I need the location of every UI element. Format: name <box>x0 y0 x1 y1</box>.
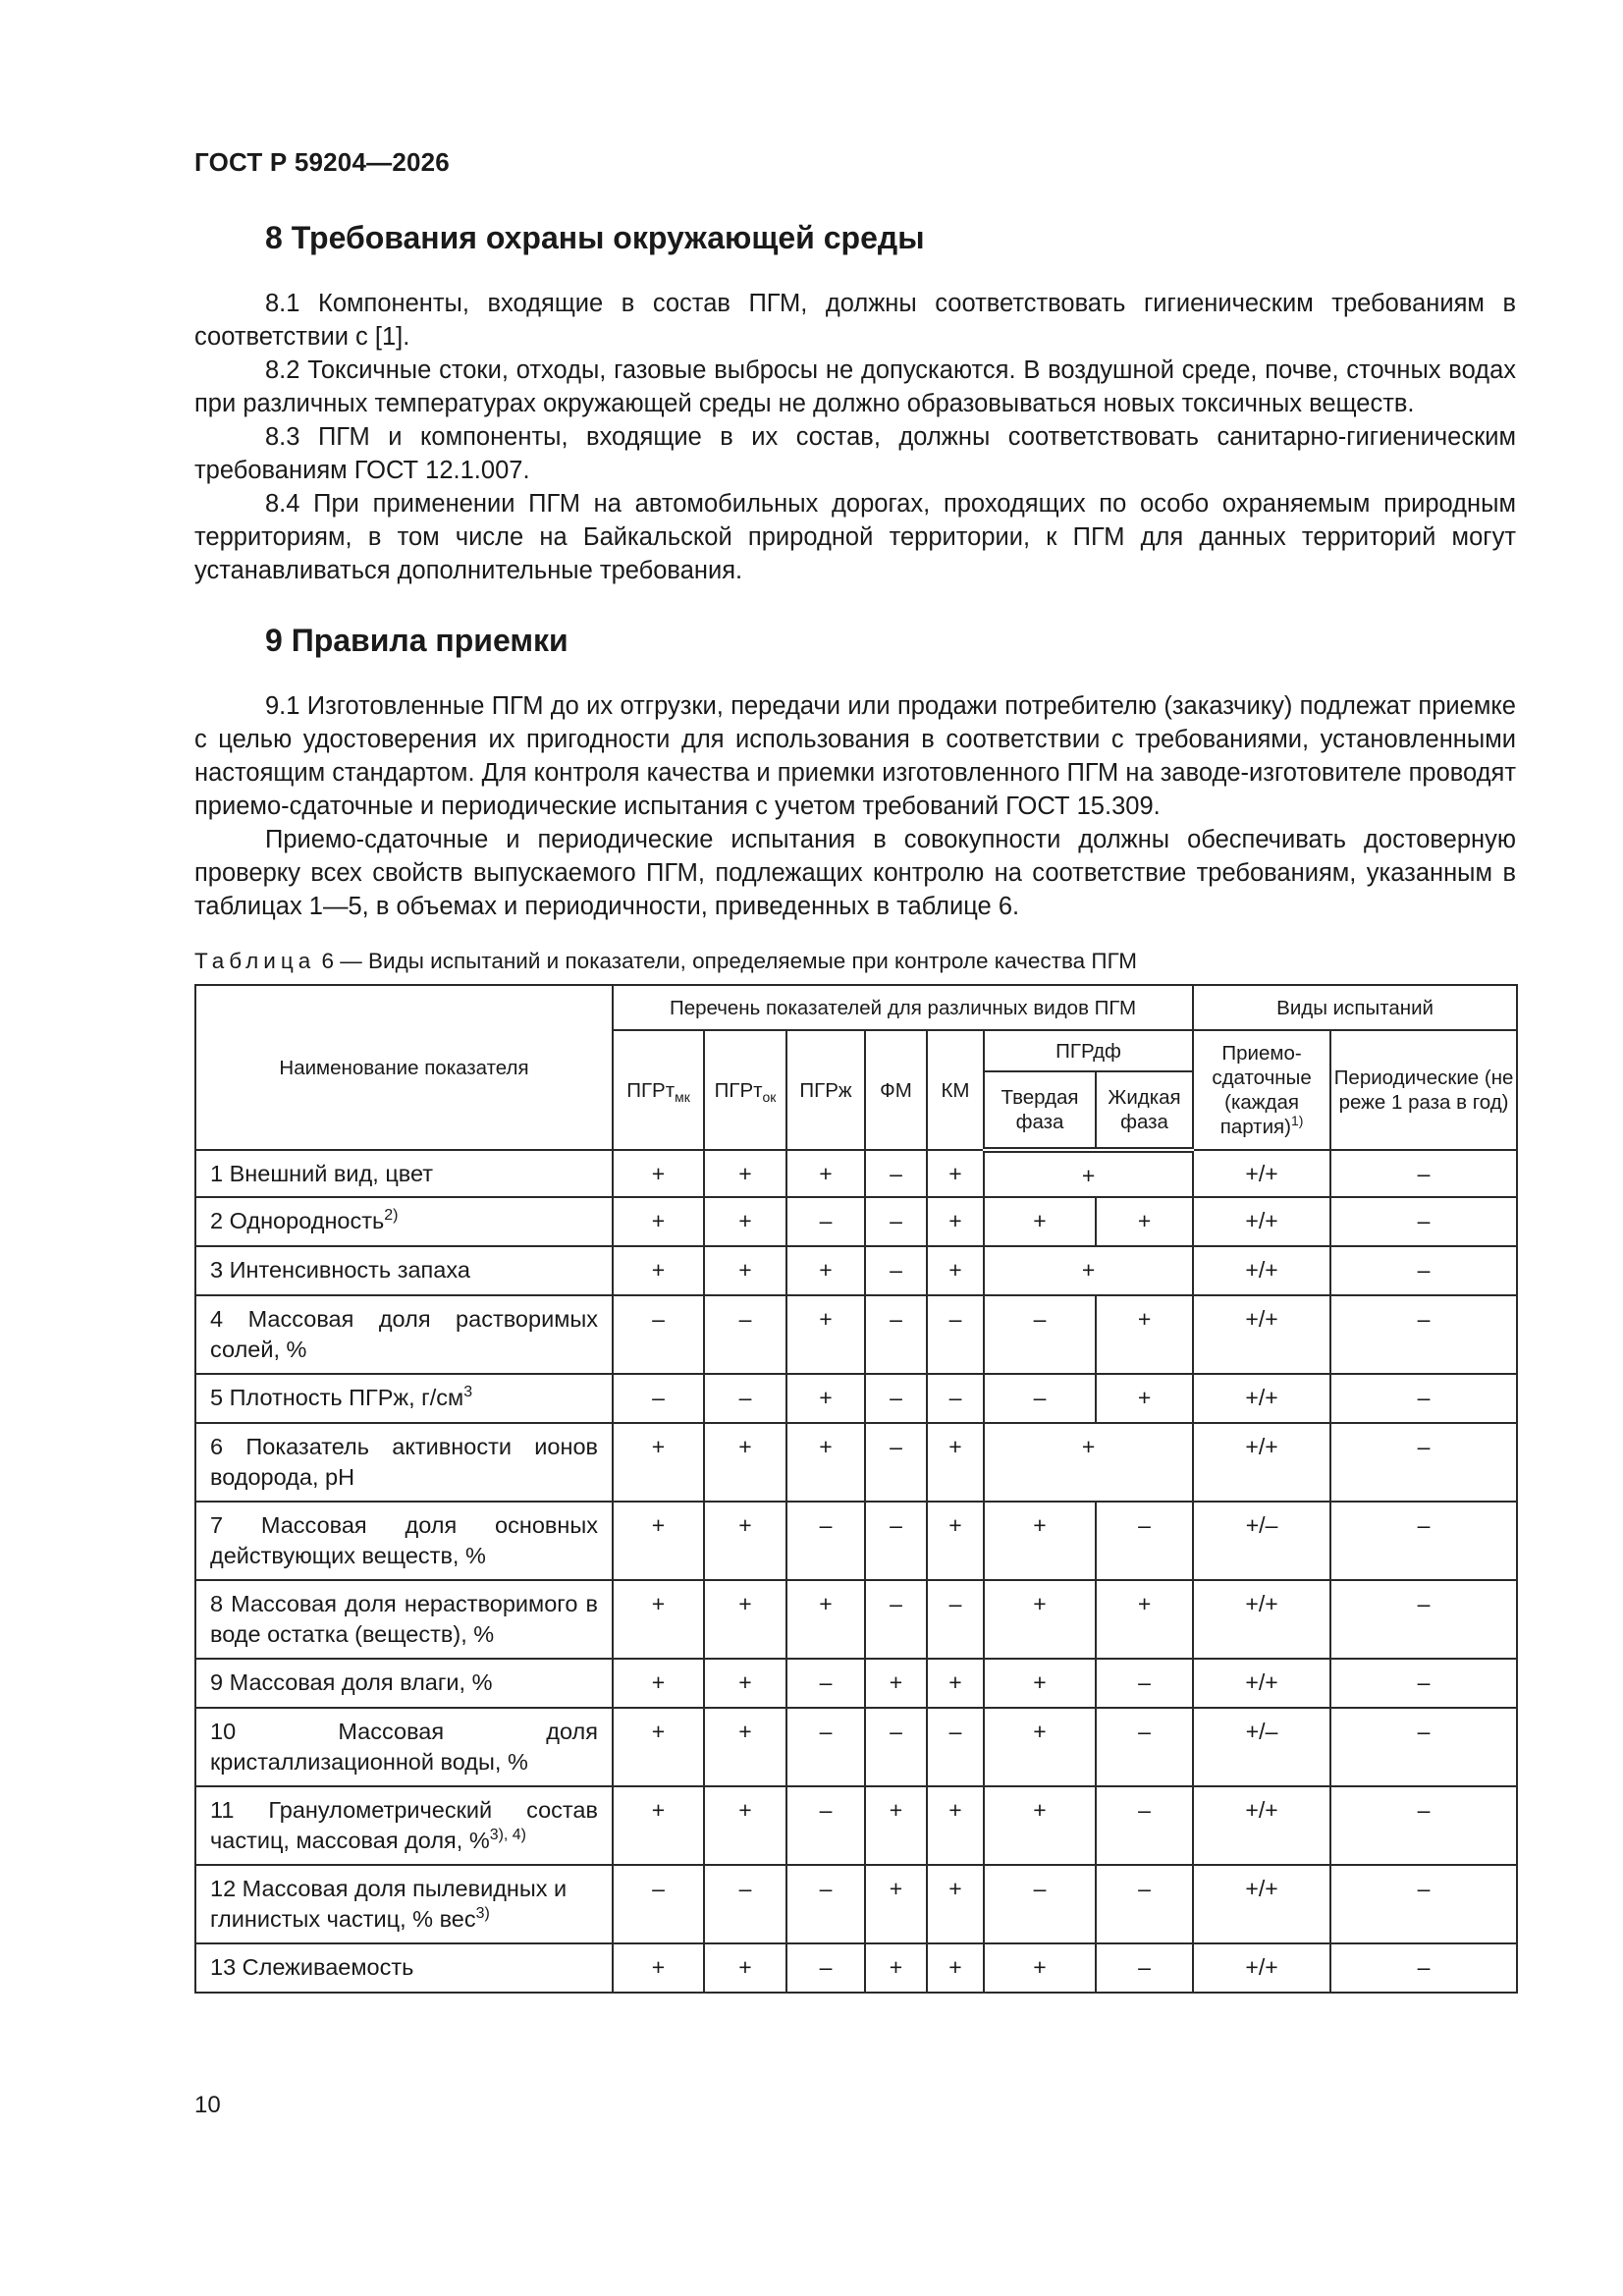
cell-pgrt-mk: + <box>613 1423 704 1502</box>
row-name: 4 Массовая доля растворимых солей, % <box>195 1295 613 1374</box>
cell-km: + <box>927 1502 984 1580</box>
cell-km: + <box>927 1150 984 1197</box>
cell-liquid: – <box>1096 1502 1193 1580</box>
cell-fm: – <box>865 1580 927 1659</box>
cell-km: + <box>927 1943 984 1993</box>
cell-pgrt-mk: + <box>613 1708 704 1786</box>
table-row <box>195 1708 1517 1786</box>
header-solid-phase: Твердая фаза <box>984 1071 1096 1150</box>
cell-liquid: – <box>1096 1943 1193 1993</box>
row-name: 5 Плотность ПГРж, $г/см^3$ <box>195 1374 613 1423</box>
cell-periodic: – <box>1330 1865 1517 1943</box>
row-name: 9 Массовая доля влаги, % <box>195 1659 613 1708</box>
row-name: 3 Интенсивность запаха <box>195 1246 613 1295</box>
cell-pgrzh: + <box>786 1150 865 1197</box>
cell-acceptance: +/+ <box>1193 1943 1330 1993</box>
cell-pgrzh: + <box>786 1423 865 1502</box>
cell-solid: + <box>984 1708 1096 1786</box>
cell-fm: + <box>865 1943 927 1993</box>
cell-periodic: – <box>1330 1708 1517 1786</box>
cell-pgrt-mk: + <box>613 1246 704 1295</box>
cell-pgrt-ok: + <box>704 1197 786 1246</box>
header-acceptance: Приемо-сдаточные (каждая партия)$^{1)}$ <box>1193 1030 1330 1150</box>
cell-periodic: – <box>1330 1659 1517 1708</box>
table-caption <box>194 947 1516 976</box>
cell-pgrzh: + <box>786 1580 865 1659</box>
header-fm: ФМ <box>865 1030 927 1150</box>
cell-km: + <box>927 1197 984 1246</box>
cell-pgrt-ok: + <box>704 1423 786 1502</box>
row-name: 10 Массовая доля кристаллизационной воды, % <box>195 1708 613 1786</box>
cell-acceptance: +/+ <box>1193 1786 1330 1865</box>
table-row <box>195 1659 1517 1708</box>
cell-pgrt-mk: – <box>613 1295 704 1374</box>
row-name: 12 Массовая доля пылевидных и глинистых частиц, % вес$^{3)}$ <box>195 1865 613 1943</box>
row-name: 11 Гранулометрический состав частиц, массовая доля, %$^{3), 4)}$ <box>195 1786 613 1865</box>
cell-liquid: + <box>1096 1295 1193 1374</box>
cell-solid: + <box>984 1943 1096 1993</box>
cell-liquid: + <box>1096 1580 1193 1659</box>
document-header: ГОСТ Р 59204—2026 <box>194 147 450 177</box>
cell-periodic: – <box>1330 1150 1517 1197</box>
cell-solid: – <box>984 1374 1096 1423</box>
cell-pgrzh: – <box>786 1943 865 1993</box>
cell-pgrt-ok: + <box>704 1943 786 1993</box>
cell-pgrt-mk: + <box>613 1786 704 1865</box>
table-row <box>195 1374 1517 1423</box>
cell-solid: + <box>984 1197 1096 1246</box>
row-name: 7 Массовая доля основных действующих веществ, % <box>195 1502 613 1580</box>
cell-solid: + <box>984 1786 1096 1865</box>
cell-solid: – <box>984 1865 1096 1943</box>
cell-km: – <box>927 1580 984 1659</box>
page-content <box>194 218 1516 1994</box>
cell-pgrt-ok: + <box>704 1786 786 1865</box>
cell-liquid: – <box>1096 1659 1193 1708</box>
cell-pgrzh: – <box>786 1708 865 1786</box>
cell-acceptance: +/+ <box>1193 1295 1330 1374</box>
cell-acceptance: +/+ <box>1193 1580 1330 1659</box>
cell-pgrzh: – <box>786 1786 865 1865</box>
cell-periodic: – <box>1330 1246 1517 1295</box>
cell-solid: – <box>984 1295 1096 1374</box>
cell-pgrt-ok: – <box>704 1295 786 1374</box>
table-caption-text: 6 — Виды испытаний и показатели, определяемые при контроле качества ПГМ <box>315 949 1137 973</box>
table-row <box>195 1580 1517 1659</box>
cell-km: + <box>927 1659 984 1708</box>
cell-pgrdf: + <box>984 1423 1193 1502</box>
table-row <box>195 1197 1517 1246</box>
cell-pgrzh: + <box>786 1374 865 1423</box>
table-row <box>195 1786 1517 1865</box>
cell-pgrzh: – <box>786 1659 865 1708</box>
cell-acceptance: +/– <box>1193 1708 1330 1786</box>
cell-fm: – <box>865 1295 927 1374</box>
cell-fm: – <box>865 1197 927 1246</box>
cell-fm: – <box>865 1150 927 1197</box>
cell-acceptance: +/+ <box>1193 1423 1330 1502</box>
cell-fm: – <box>865 1708 927 1786</box>
cell-acceptance: +/+ <box>1193 1865 1330 1943</box>
cell-pgrt-ok: – <box>704 1865 786 1943</box>
cell-pgrt-mk: + <box>613 1502 704 1580</box>
row-name: 8 Массовая доля нерастворимого в воде остатка (веществ), % <box>195 1580 613 1659</box>
cell-pgrdf: + <box>984 1150 1193 1197</box>
cell-pgrzh: – <box>786 1865 865 1943</box>
header-pgrdf: ПГРдф <box>984 1030 1193 1071</box>
cell-fm: + <box>865 1786 927 1865</box>
cell-fm: – <box>865 1374 927 1423</box>
table-row <box>195 1423 1517 1502</box>
paragraph-8-1: 8.1 Компоненты, входящие в состав ПГМ, должны соответствовать гигиеническим требованиям в соответствии с [1]. <box>194 290 1516 351</box>
cell-liquid: + <box>1096 1197 1193 1246</box>
table-row <box>195 1295 1517 1374</box>
cell-periodic: – <box>1330 1786 1517 1865</box>
cell-fm: – <box>865 1423 927 1502</box>
page-number: 10 <box>194 2092 221 2118</box>
cell-pgrt-mk: – <box>613 1374 704 1423</box>
cell-periodic: – <box>1330 1197 1517 1246</box>
header-periodic: Периодические (не реже 1 раза в год) <box>1330 1030 1517 1150</box>
tests-table <box>194 984 1518 1994</box>
cell-acceptance: +/+ <box>1193 1374 1330 1423</box>
row-name: 1 Внешний вид, цвет <box>195 1150 613 1197</box>
cell-periodic: – <box>1330 1295 1517 1374</box>
cell-solid: + <box>984 1502 1096 1580</box>
header-pgrt-ok: ПГРт$_{ок}$ <box>704 1030 786 1150</box>
cell-fm: – <box>865 1246 927 1295</box>
cell-pgrt-mk: – <box>613 1865 704 1943</box>
cell-pgrt-mk: + <box>613 1197 704 1246</box>
paragraph-8-3: 8.3 ПГМ и компоненты, входящие в их состав, должны соответствовать санитарно-гигиеническим требованиям ГОСТ 12.1.007. <box>194 423 1516 484</box>
cell-acceptance: +/+ <box>1193 1246 1330 1295</box>
row-name: 13 Слеживаемость <box>195 1943 613 1993</box>
table-row <box>195 1943 1517 1993</box>
cell-pgrzh: + <box>786 1295 865 1374</box>
section-8-title: 8 Требования охраны окружающей среды <box>265 220 925 255</box>
cell-periodic: – <box>1330 1580 1517 1659</box>
cell-pgrzh: – <box>786 1502 865 1580</box>
cell-fm: + <box>865 1865 927 1943</box>
cell-acceptance: +/+ <box>1193 1659 1330 1708</box>
cell-pgrdf: + <box>984 1246 1193 1295</box>
cell-liquid: + <box>1096 1374 1193 1423</box>
cell-liquid: – <box>1096 1708 1193 1786</box>
cell-acceptance: +/– <box>1193 1502 1330 1580</box>
cell-pgrt-ok: + <box>704 1708 786 1786</box>
cell-pgrt-ok: + <box>704 1502 786 1580</box>
cell-pgrt-ok: + <box>704 1150 786 1197</box>
cell-solid: + <box>984 1659 1096 1708</box>
section-9-title: 9 Правила приемки <box>265 623 568 658</box>
cell-periodic: – <box>1330 1943 1517 1993</box>
row-name: 6 Показатель активности ионов водорода, pH <box>195 1423 613 1502</box>
cell-km: + <box>927 1423 984 1502</box>
cell-pgrt-mk: + <box>613 1580 704 1659</box>
cell-fm: – <box>865 1502 927 1580</box>
cell-km: + <box>927 1865 984 1943</box>
cell-liquid: – <box>1096 1865 1193 1943</box>
row-name: 2 Однородность$^{2)}$ <box>195 1197 613 1246</box>
cell-km: – <box>927 1374 984 1423</box>
cell-km: – <box>927 1295 984 1374</box>
cell-pgrt-ok: + <box>704 1659 786 1708</box>
cell-pgrt-mk: + <box>613 1150 704 1197</box>
cell-pgrt-ok: + <box>704 1580 786 1659</box>
cell-acceptance: +/+ <box>1193 1150 1330 1197</box>
table-row <box>195 1246 1517 1295</box>
cell-pgrzh: + <box>786 1246 865 1295</box>
cell-solid: + <box>984 1580 1096 1659</box>
table-row <box>195 1502 1517 1580</box>
cell-liquid: – <box>1096 1786 1193 1865</box>
cell-km: – <box>927 1708 984 1786</box>
cell-fm: + <box>865 1659 927 1708</box>
cell-periodic: – <box>1330 1502 1517 1580</box>
cell-km: + <box>927 1246 984 1295</box>
table-caption-prefix: Таблица <box>194 949 316 973</box>
cell-periodic: – <box>1330 1423 1517 1502</box>
paragraph-9-1: 9.1 Изготовленные ПГМ до их отгрузки, передачи или продажи потребителю (заказчику) подлежат приемке с целью удостоверения их пригодности для использования в соответствии с требованиями, установленными настоящим стандартом. Для контроля качества и приемки изготовленного ПГМ на заводе-изготовителе проводят приемо-сдаточные и периодические испытания с учетом требований ГОСТ 15.309. <box>194 692 1516 820</box>
header-liquid-phase: Жидкая фаза <box>1096 1071 1193 1150</box>
paragraph-8-2: 8.2 Токсичные стоки, отходы, газовые выбросы не допускаются. В воздушной среде, почве, сточных водах при различных температурах окружающей среды не должно образовываться новых токсичных веществ. <box>194 356 1516 417</box>
table-row <box>195 1865 1517 1943</box>
paragraph-8-4: 8.4 При применении ПГМ на автомобильных дорогах, проходящих по особо охраняемым природным территориям, в том числе на Байкальской природной территории, к ПГМ для данных территорий могут устанавливаться дополнительные требования. <box>194 490 1516 584</box>
table-row <box>195 1150 1517 1197</box>
header-test-types: Виды испытаний <box>1193 985 1517 1030</box>
cell-pgrzh: – <box>786 1197 865 1246</box>
header-indicator-name: Наименование показателя <box>195 985 613 1150</box>
cell-pgrt-ok: – <box>704 1374 786 1423</box>
header-indicators-list: Перечень показателей для различных видов ПГМ <box>613 985 1193 1030</box>
paragraph-9-1-cont: Приемо-сдаточные и периодические испытания в совокупности должны обеспечивать достоверную проверку всех свойств выпускаемого ПГМ, подлежащих контролю на соответствие требованиям, указанным в таблицах 1—5, в объемах и периодичности, приведенных в таблице 6. <box>194 826 1516 920</box>
header-km: КМ <box>927 1030 984 1150</box>
cell-km: + <box>927 1786 984 1865</box>
cell-periodic: – <box>1330 1374 1517 1423</box>
cell-pgrt-mk: + <box>613 1943 704 1993</box>
cell-pgrt-ok: + <box>704 1246 786 1295</box>
cell-pgrt-mk: + <box>613 1659 704 1708</box>
header-pgrt-mk: ПГРт$_{мк}$ <box>613 1030 704 1150</box>
cell-acceptance: +/+ <box>1193 1197 1330 1246</box>
header-pgrzh: ПГРж <box>786 1030 865 1150</box>
